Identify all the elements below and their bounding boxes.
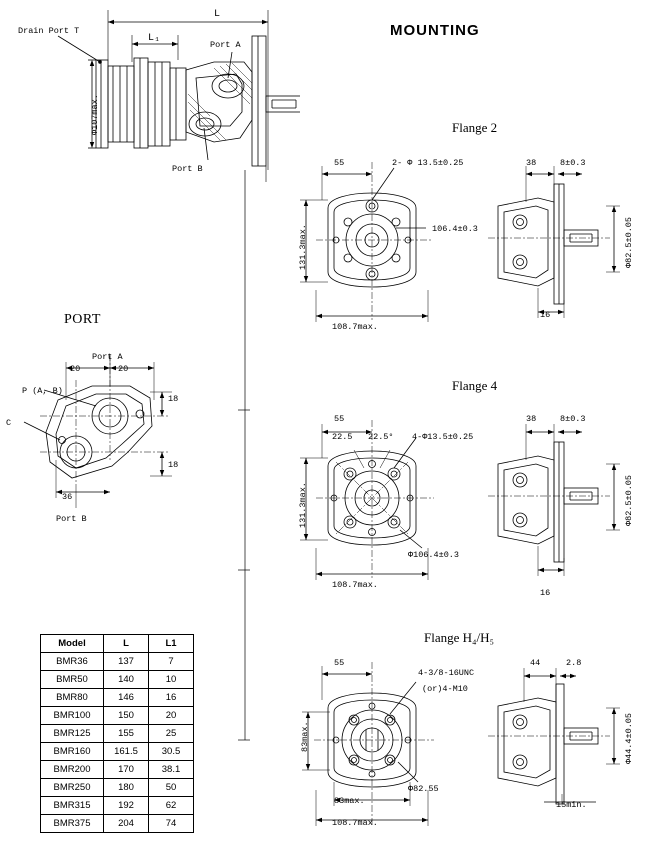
cell-l1: 20 [149,707,194,725]
label-dia107max: Φ107max. [90,94,100,135]
flangeH-heading: Flange H₄/H₅ [424,630,495,645]
flange2-dim-55: 55 [334,158,345,168]
cell-model: BMR100 [41,707,104,725]
th-model: Model [41,635,104,653]
cell-l: 150 [104,707,149,725]
cell-l: 170 [104,761,149,779]
cell-l1: 50 [149,779,194,797]
flange2-width: 108.7max. [332,322,378,332]
cell-model: BMR36 [41,653,104,671]
dim-18-top: 18 [168,394,179,404]
table-row [41,689,194,707]
cell-l: 161.5 [104,743,149,761]
flangeH-dim-55: 55 [334,658,345,668]
flange4-width: 108.7max. [332,580,378,590]
flange2-holes: 2- Φ 13.5±0.25 [392,158,464,168]
table-row [41,779,194,797]
flange4-dim-55: 55 [334,414,345,424]
label-port-a-detail: Port A [92,352,123,362]
cell-model: BMR80 [41,689,104,707]
label-port-b: Port B [172,164,203,174]
table-row [41,761,194,779]
flangeH-dim-83max: 83max. [300,721,310,752]
cell-model: BMR315 [41,797,104,815]
table-row [41,815,194,833]
flangeH-pcd: Φ82.55 [408,784,439,794]
cell-model: BMR200 [41,761,104,779]
section-leader [190,170,250,760]
th-l: L [104,635,149,653]
cell-model: BMR125 [41,725,104,743]
flangeH-width-total: 108.7max. [332,818,378,828]
dim-18-bottom: 18 [168,460,179,470]
table-row [41,671,194,689]
flange2-shaft-dia: Φ82.5±0.05 [624,216,634,268]
table-row [41,707,194,725]
flange2-side-8: 8±0.3 [560,158,586,168]
cell-l: 155 [104,725,149,743]
port-detail-heading: PORT [64,312,101,327]
cell-l1: 74 [149,815,194,833]
flangeH-holes-1: 4-3/8-16UNC [418,668,475,678]
flange4-shaft-dia: Φ82.5±0.05 [624,474,634,526]
label-drain-port-t: Drain Port T [18,26,80,36]
cell-model: BMR375 [41,815,104,833]
table-row [41,797,194,815]
flange4-angle-right: 22.5° [368,432,394,442]
flange4-holes: 4-Φ13.5±0.25 [412,432,474,442]
cell-l1: 16 [149,689,194,707]
dim-20-right: 20 [118,364,129,374]
cell-l: 180 [104,779,149,797]
label-c: C [6,418,12,428]
flange2-views [276,150,656,350]
flange4-heading: Flange 4 [452,378,498,393]
label-port-a: Port A [210,40,241,50]
cell-l1: 62 [149,797,194,815]
flange4-angle-left: 22.5 [332,432,353,442]
cell-model: BMR50 [41,671,104,689]
flange2-heading: Flange 2 [452,120,498,135]
cell-l1: 30.5 [149,743,194,761]
cell-l1: 7 [149,653,194,671]
flangeH-side-44: 44 [530,658,541,668]
flangeH-side-2-8: 2.8 [566,658,582,668]
flange2-dim-1313: 131.3max. [298,224,308,270]
flangeH-shaft-dia: Φ44.4±0.05 [624,712,634,764]
flange4-pcd: Φ106.4±0.3 [408,550,460,560]
flange4-side-8: 8±0.3 [560,414,586,424]
cell-l: 204 [104,815,149,833]
flangeH-holes-2: (or)4-M10 [422,684,468,694]
flange2-side-38: 38 [526,158,537,168]
cell-l: 146 [104,689,149,707]
flange4-dim-1313: 131.3max. [298,482,308,528]
dim-20-left: 20 [70,364,81,374]
flangeH-width-inner: 83max. [334,796,365,806]
label-L1: L₁ [148,33,161,44]
cell-l1: 38.1 [149,761,194,779]
cell-l1: 25 [149,725,194,743]
flangeH-side-15min: 15min. [556,800,587,810]
flange4-side-16: 16 [540,588,551,598]
flange4-side-38: 38 [526,414,537,424]
label-p-ab: P (A, B) [22,386,63,396]
th-l1: L1 [149,635,194,653]
spec-table [40,634,194,833]
flange2-pcd: 106.4±0.3 [432,224,478,234]
label-port-b-detail: Port B [56,514,87,524]
table-row [41,653,194,671]
model-dimension-table [40,634,194,833]
flange2-side-16: 16 [540,310,551,320]
page-title: MOUNTING [390,22,480,39]
cell-model: BMR160 [41,743,104,761]
cell-l1: 10 [149,671,194,689]
cell-l: 140 [104,671,149,689]
table-header-row [41,635,194,653]
table-row [41,725,194,743]
table-row [41,743,194,761]
cell-l: 192 [104,797,149,815]
cell-l: 137 [104,653,149,671]
label-L: L [214,9,221,20]
cell-model: BMR250 [41,779,104,797]
dim-36: 36 [62,492,73,502]
